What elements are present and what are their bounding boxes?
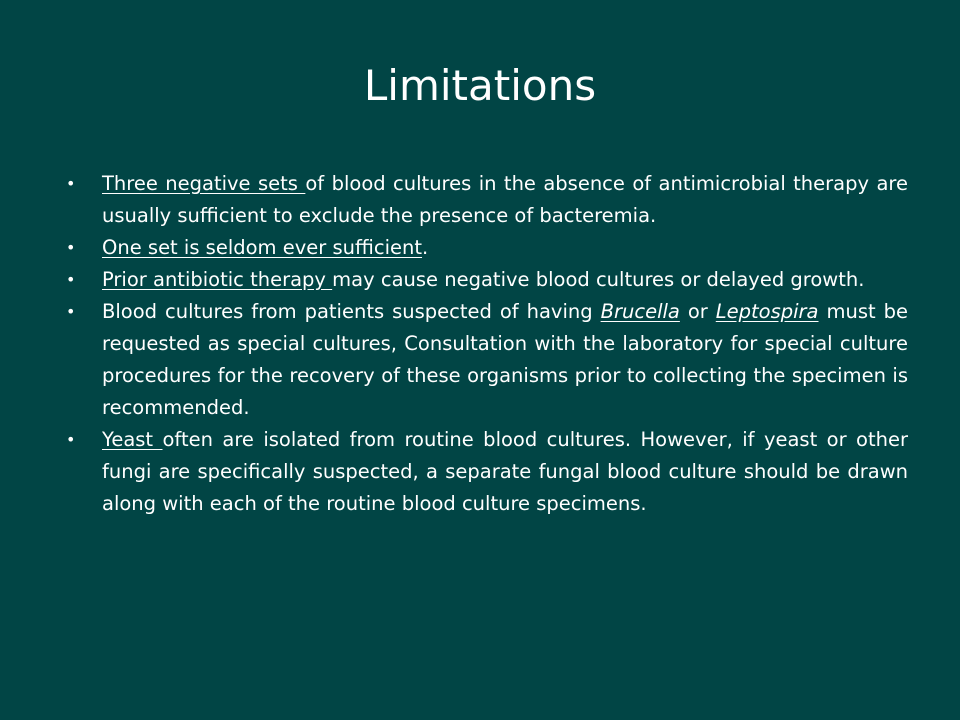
bullet-list	[66, 168, 908, 520]
bullet-3-underlined: Prior antibiotic therapy	[102, 268, 333, 291]
bullet-item-2	[66, 232, 908, 264]
bullet-icon: •	[66, 238, 76, 257]
slide-title: Limitations	[363, 61, 597, 110]
bullet-4-connector: or	[679, 300, 716, 323]
bullet-item-1	[66, 168, 908, 232]
bullet-icon: •	[66, 302, 76, 321]
bullet-item-5	[66, 424, 908, 520]
bullet-1-underlined: Three negative sets	[102, 172, 306, 195]
bullet-item-3	[66, 264, 908, 296]
organism-brucella: Brucella	[600, 300, 680, 323]
bullet-5-underlined: Yeast	[102, 428, 163, 451]
bullet-4-text-before: Blood cultures from patients suspected of having	[102, 300, 601, 323]
bullet-icon: •	[66, 430, 76, 449]
bullet-4-text-after: must be requested as special cultures, Consultation with the laboratory for special culture procedures for the recovery of these organisms prior to collecting the specimen is recommended.	[102, 300, 908, 419]
bullet-5-text: often are isolated from routine blood cultures. However, if yeast or other fungi are specifically suspected, a separate fungal blood culture should be drawn along with each of the routine blood culture specimens.	[102, 428, 908, 515]
bullet-2-text: .	[422, 236, 429, 259]
bullet-icon: •	[66, 270, 76, 289]
organism-leptospira: Leptospira	[715, 300, 819, 323]
bullet-2-underlined: One set is seldom ever sufficient	[102, 236, 423, 259]
bullet-3-text: may cause negative blood cultures or delayed growth.	[332, 268, 865, 291]
bullet-item-4	[66, 296, 908, 424]
bullet-icon: •	[66, 174, 76, 193]
bullet-1-text: of blood cultures in the absence of antimicrobial therapy are usually sufficient to exclude the presence of bacteremia.	[102, 172, 908, 227]
